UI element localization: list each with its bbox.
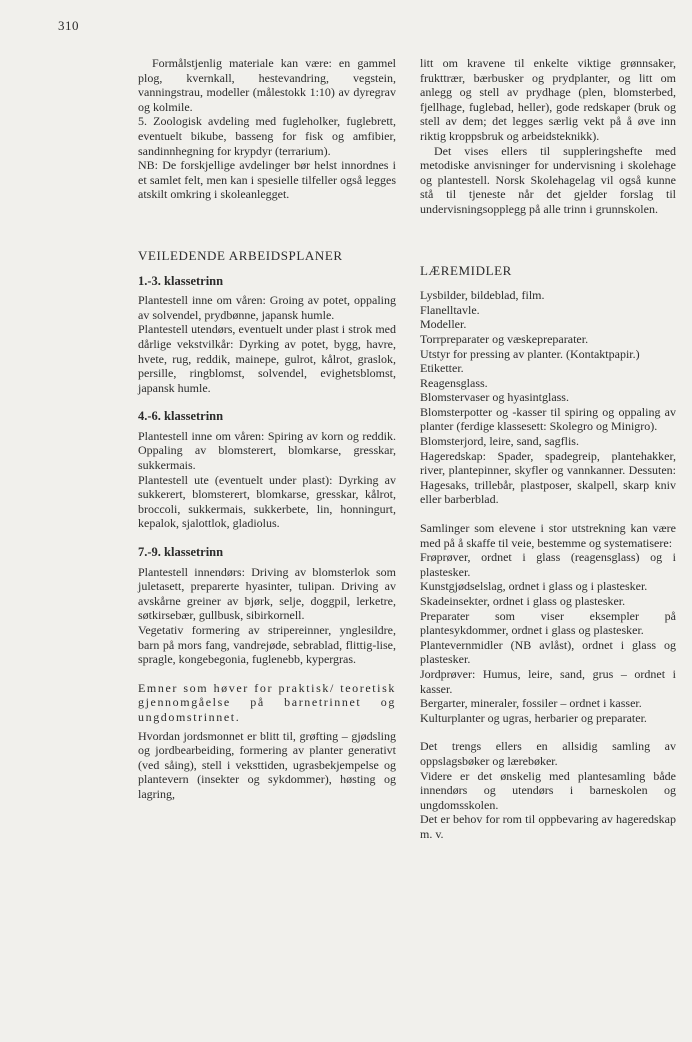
subtitle-trinn-7-9: 7.-9. klassetrinn [138, 545, 224, 560]
list-item: Jordprøver: Humus, leire, sand, grus – ordnet i kasser. [420, 666, 676, 696]
left-column [138, 56, 396, 802]
trinn-7-9-p2: Vegetativ formering av stripereinner, ynglesildre, barn på mors fang, vandrejøde, sebrablad, flittig-lise, spragle, kongebegonia, fuglenebb, kypergras. [138, 623, 396, 667]
emner-heading: Emner som høver for praktisk/ teoretisk gjennomgåelse på barnetrinnet og ungdomstrinnet. [138, 680, 396, 724]
subtitle-trinn-4-6: 4.-6. klassetrinn [138, 409, 224, 424]
list-item: Reagensglass. [420, 375, 488, 390]
section-title-arbeidsplaner: VEILEDENDE ARBEIDSPLANER [138, 247, 343, 263]
list-item: Plantevernmidler (NB avlåst), ordnet i glass og plastesker. [420, 637, 676, 667]
list-item: Preparater som viser eksempler på plantesykdommer, ordnet i glass og plastesker. [420, 608, 676, 638]
left-intro-p3: NB: De forskjellige avdelinger bør helst innordnes i et samlet felt, men kan i spesielle tilfeller også legges atskilt omkring i skoleanlegget. [138, 158, 396, 202]
list-item: Blomsterpotter og -kasser til spiring og oppaling av planter (ferdige klassesett: Skolegro og Minigro). [420, 404, 676, 434]
trinn-1-3-p2: Plantestell utendørs, eventuelt under plast i strok med dårlige vekstvilkår: Dyrking av potet, bygg, havre, hvete, rug, reddik, mainepe, gulrot, kålrot, graslok, persille, ringblomst, solvendel, evighetsblomst, japansk humle. [138, 322, 396, 395]
list-item: Frøprøver, ordnet i glass (reagensglass) og i plastesker. [420, 550, 676, 579]
list-item: Kulturplanter og ugras, herbarier og preparater. [420, 710, 647, 725]
trinn-7-9-p1: Plantestell innendørs: Driving av blomsterlok som juletasett, preparerte hyasinter, tulipan. Driving av avskårne greiner av bjørk, selje, doggpil, lerketre, søtkirsebær, gullbusk, sibirkornell. [138, 564, 396, 623]
list-item: Modeller. [420, 317, 467, 332]
list-item: Etiketter. [420, 361, 464, 376]
laeremidler-list [420, 288, 676, 507]
samlinger-list [420, 550, 676, 725]
list-item: Skadeinsekter, ordnet i glass og plastesker. [420, 594, 626, 608]
list-item: Torrpreparater og væskepreparater. [420, 331, 589, 346]
right-intro-p1: litt om kravene til enkelte viktige grønnsaker, frukttrær, bærbusker og prydplanter, og litt om anlegg og stell av prydhage (plen, blomsterbed, fjellhage, fuglebad, heller), gode redskaper (bruk og stell av dem; det legges særlig vekt på å øve inn riktig kroppsbruk og arbeidsteknikk). [420, 56, 676, 143]
list-item: Kunstgjødselslag, ordnet i glass og i plastesker. [420, 579, 648, 594]
trinn-1-3-p1: Plantestell inne om våren: Groing av potet, oppaling av solvendel, prydbønne, japansk humle. [138, 293, 396, 322]
left-intro-p1: Formålstjenlig materiale kan være: en gammel plog, kvernkall, hestevandring, vegstein, vanningstrau, modeller (målestokk 1:10) av dyregrav og kolmile. [138, 56, 396, 114]
list-item: Blomstervaser og hyasintglass. [420, 390, 569, 405]
list-item: Flanelltavle. [420, 302, 480, 317]
right-column [420, 56, 676, 842]
section-title-laeremidler: LÆREMIDLER [420, 262, 512, 278]
subtitle-trinn-1-3: 1.-3. klassetrinn [138, 273, 224, 288]
trinn-4-6-p2: Plantestell ute (eventuelt under plast): Dyrking av sukkerert, blomsterert, blomkarse, gresskar, kålrot, broccoli, sukkermais, sukkerbete, lin, honningurt, kepalok, sjalottlok, gladiolus. [138, 472, 396, 531]
closing-p1: Det trengs ellers en allsidig samling av oppslagsbøker og lærebøker. [420, 739, 676, 768]
list-item: Blomsterjord, leire, sand, sagflis. [420, 434, 579, 449]
emner-text: Hvordan jordsmonnet er blitt til, grøfting – gjødsling og jordbearbeiding, formering av planter generativt (ved såing), stell i veksttiden, ugrasbekjempelse og plantevern (insekter og sykdommer), høsting og lagring, [138, 728, 396, 801]
list-item: Utstyr for pressing av planter. (Kontaktpapir.) [420, 346, 640, 361]
trinn-4-6-p1: Plantestell inne om våren: Spiring av korn og reddik. Oppaling av blomsterert, blomkarse, gresskar, sukkermais. [138, 428, 396, 473]
left-intro-p2: 5. Zoologisk avdeling med fugleholker, fuglebrett, eventuelt bikube, basseng for fisk og amfibier, sandinnhegning for krypdyr (terrarium). [138, 114, 396, 158]
samlinger-intro: Samlinger som elevene i stor utstrekning kan være med på å skaffe til veie, bestemme og systematisere: [420, 521, 676, 550]
page-number: 310 [58, 18, 79, 33]
closing-p3: Det er behov for rom til oppbevaring av hageredskap m. v. [420, 812, 676, 841]
right-intro-p2: Det vises ellers til suppleringshefte med metodiske anvisninger for undervisning i skolehage og plantestell. Norsk Skolehagelag vil også kunne stå til tjeneste når det gjelder forslag til undervisningsopplegg på alle trinn i grunnskolen. [420, 143, 676, 216]
list-item: Bergarter, mineraler, fossiler – ordnet i kasser. [420, 696, 642, 711]
list-item: Hageredskap: Spader, spadegreip, plantehakker, river, plantepinner, skyfler og vannkanner. Dessuten: Hagesaks, trillebår, plastposer, skalpell, skarp kniv eller barberblad. [420, 448, 676, 507]
list-item: Lysbilder, bildeblad, film. [420, 288, 545, 303]
closing-p2: Videre er det ønskelig med plantesamling både innendørs og utendørs i barneskolen og ungdomsskolen. [420, 768, 676, 812]
